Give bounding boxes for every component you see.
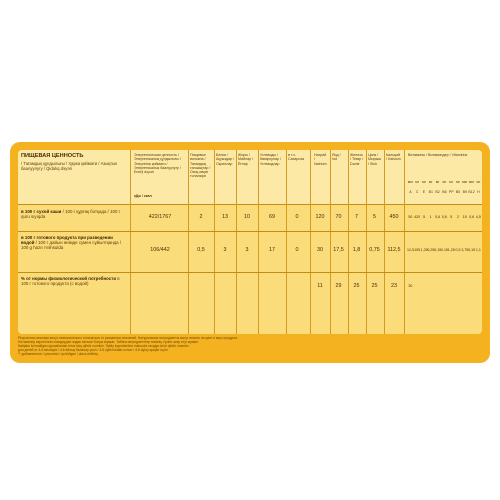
nutrition-table: [18, 150, 482, 334]
vitamin-value: 2: [456, 215, 459, 219]
vitamin-name: B6: [442, 190, 447, 194]
nutrient-value: 29: [335, 283, 342, 289]
vitamin-name: H: [477, 190, 480, 194]
vitamin-unit: мг: [442, 180, 447, 184]
vitamin-unit: мг: [435, 180, 440, 184]
nutrient-value: 25: [353, 283, 360, 289]
nutrient-value: 70: [335, 214, 342, 220]
row-title-sub: / 100 г дайын өнімде сумен сұйылтқанда / 100 g hazır məhsulda: [21, 240, 122, 250]
nutrient-value: 0: [295, 214, 299, 220]
vitamin-value: 105: [414, 248, 421, 252]
row-title-main: в 100 г готового продукта при разведении водой: [21, 235, 113, 245]
footnote-line: ** добавленное / қосылған / qo'shilgan / əlavə edilmiş: [18, 352, 98, 357]
nutrient-value: 112,5: [387, 247, 401, 253]
vitamin-value: 1,25: [447, 248, 455, 252]
vitamin-value: 0,6: [441, 215, 447, 219]
vitamin-unit: мкг: [462, 180, 468, 184]
nutrient-value: 13: [222, 214, 228, 220]
vitamin-value: 0,5: [455, 248, 461, 252]
vitamin-value: 0,15: [441, 248, 448, 252]
vitamin-name: C: [415, 190, 419, 194]
vitamin-value: 5: [450, 215, 453, 219]
vitamin-name: B2: [435, 190, 440, 194]
vitamin-name: E: [422, 190, 426, 194]
energy-value: 422/1767: [148, 214, 172, 220]
row-title: [21, 276, 125, 286]
vitamin-unit: мг: [476, 180, 481, 184]
row-title-main: % от нормы физиологической потребности: [21, 276, 117, 281]
row-title-sub: в 100 г готового продукта (с водой): [21, 276, 120, 286]
column-header-sodium: Натрий / Natrium: [314, 153, 327, 166]
nutrient-value: 25: [371, 283, 378, 289]
vitamin-unit: мг: [415, 180, 420, 184]
column-header-protein: Белки / Ақуыздар / Оқсиллар: [216, 153, 234, 166]
energy-value: 106/442: [150, 247, 170, 253]
footnote-line: для детей от 4-6 месяцев / 4-6 айлық балалар үшін / 4-6 oylik bolalar uchun / 4-6 aylıq uşaqlar üçün: [18, 348, 168, 353]
vitamin-value: 15: [462, 215, 467, 219]
nutrient-value: 0,75: [369, 247, 380, 253]
vitamin-value: 420: [414, 215, 421, 219]
column-header-zinc: Цинк / Мырыш / Sink: [368, 153, 382, 166]
footnote-line: Результаты анализа могут незначительно отличаться от указанных значений. Натуральные ингредиенты могут влиять на цвет и вкус продукта.: [18, 336, 238, 340]
column-header-fiber: Пищевые волокна / Тағамдық талшықтар / Озиқ-овқат толалари: [190, 153, 211, 179]
vitamin-name: A: [409, 190, 412, 194]
vitamin-value: 0,15: [468, 248, 476, 252]
vitamin-name: B1: [428, 190, 433, 194]
vitamin-unit: мкг: [468, 180, 475, 184]
vitamin-value: 0,25: [427, 248, 435, 252]
nutrient-value: 11: [317, 283, 323, 289]
vitamin-name: B9: [462, 190, 467, 194]
vitamin-value: 3,75: [461, 248, 469, 252]
nutrient-value: 30: [317, 247, 323, 253]
vitamin-value: 30: [408, 284, 413, 288]
table-header: [18, 150, 482, 205]
footnote-line: Нәтижелер көрсетілген мәндерден аздап өзгеше болуы мүмкін. Табиғи ингредиенттер өнімнің түсіне әсер етуі мүмкін.: [18, 340, 199, 345]
column-header-fat: Жиры / Майлар / Ёғлар: [238, 153, 254, 166]
vitamin-value: 12,5: [407, 248, 414, 252]
nutrient-value: 450: [389, 214, 399, 220]
column-header-energy: Энергетическая ценность / Энергетикалық құндылығы / Энергетик қиймати / Энергетикалык баалуулугу / Enerji dəyəri: [134, 153, 181, 175]
row-title-main: в 100 г сухой каши: [21, 209, 62, 214]
vitamin-name: B12: [468, 190, 475, 194]
nutrient-value: 7: [355, 214, 358, 220]
vitamin-value: 50: [408, 215, 413, 219]
vitamin-value: 0,6: [435, 215, 441, 219]
table-row-dry: [18, 205, 482, 232]
vitamin-value: 1: [429, 215, 432, 219]
vitamin-value: 0,15: [434, 248, 442, 252]
footnotes: [18, 336, 482, 356]
nutrition-panel: [10, 142, 490, 363]
nutrient-value: 0: [295, 247, 299, 253]
nutrient-value: 23: [391, 283, 397, 289]
vitamin-value: 4,5: [475, 215, 481, 219]
vitamin-name: PP: [448, 190, 454, 194]
title-text: ПИЩЕВАЯ ЦЕННОСТЬ: [21, 153, 84, 159]
nutrient-value: 17,5: [333, 247, 344, 253]
nutrient-value: 5: [373, 214, 376, 220]
nutrient-value: 69: [269, 214, 275, 220]
vitamin-value: 1,1: [475, 248, 481, 252]
vitamin-value: 1,25: [420, 248, 428, 252]
row-title: [21, 209, 125, 219]
column-header-sucrose: в т.ч. Сахароза: [288, 153, 304, 162]
vitamin-unit: мкг: [407, 180, 414, 184]
nutrient-value: 10: [244, 214, 250, 220]
row-title: [21, 235, 125, 250]
column-header-calcium: Кальций / Kalsium: [386, 153, 401, 162]
table-row-prepared: [18, 232, 482, 273]
column-header-iodine: Йод / Iod: [332, 153, 341, 162]
vitamin-value: 0,6: [469, 215, 475, 219]
column-header-iron: Железо / Темір / Dəmir: [350, 153, 364, 166]
nutrient-value: 17: [269, 247, 275, 253]
footnote-line: Natijalar ko'rsatilgan qiymatlardan biroz farq qilishi mumkin. Tabiiy ingredientlar mahsulot rangiga ta'sir qilishi mumkin.: [18, 344, 190, 349]
column-header-vitamins: Витамины / Витаминдер / Vitaminlər: [408, 153, 468, 157]
vitamin-value: 5: [422, 215, 425, 219]
row-title-sub: / 100 г құрғақ ботқада / 100 г quru sıyıqda: [21, 209, 121, 219]
nutrient-value: 120: [315, 214, 325, 220]
nutrient-value: 0,5: [197, 247, 205, 253]
nutrient-value: 2: [199, 214, 203, 220]
table-title: [21, 154, 125, 171]
vitamin-name: B5: [455, 190, 461, 194]
nutrient-value: 3: [223, 247, 227, 253]
nutrient-value: 3: [245, 247, 249, 253]
table-row-norm: [18, 273, 482, 334]
energy-unit: кДж / ккал: [134, 194, 152, 198]
vitamin-unit: мг: [456, 180, 460, 184]
vitamin-unit: мг: [428, 180, 433, 184]
column-header-carbs: Углеводы / Көмірсулар / Углеводлар: [260, 153, 281, 166]
nutrient-value: 1,8: [352, 247, 361, 253]
vitamin-unit: мг: [422, 180, 426, 184]
title-subtext: / Тағамдық құндылығы / Ҳарка қиймати / Азықтык баалуулугу / Qidalıq dəyəri: [21, 161, 117, 171]
vitamin-unit: мг: [449, 180, 454, 184]
